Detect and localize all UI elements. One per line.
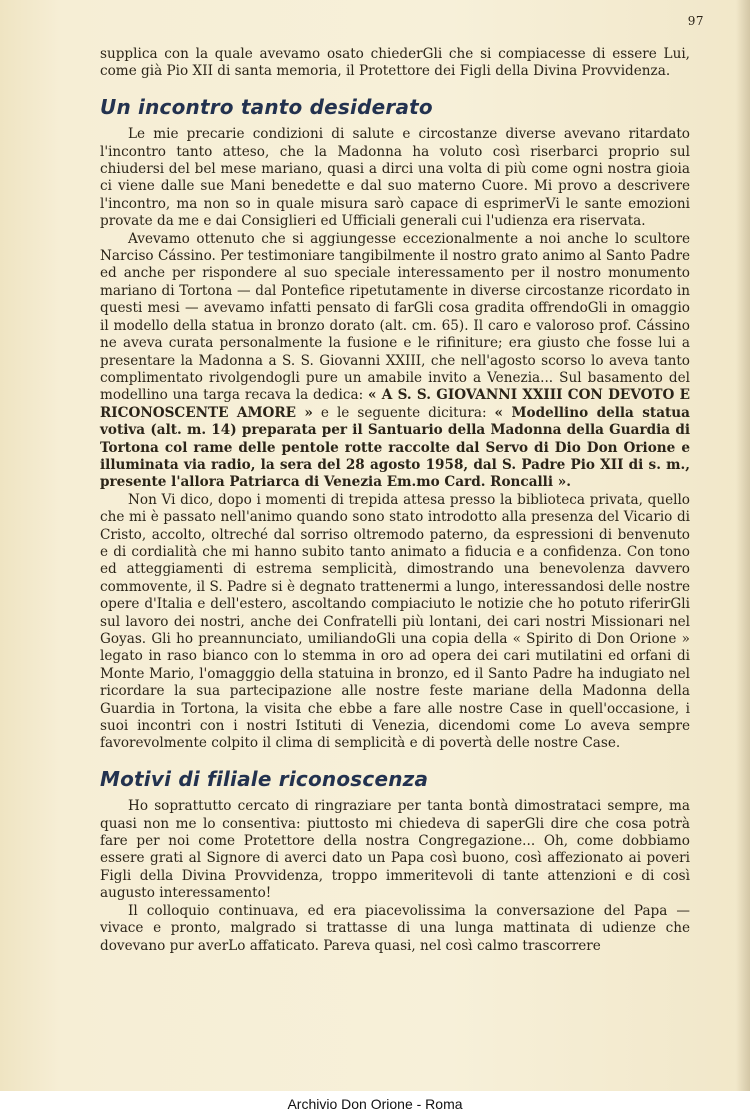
section1-paragraph-2 [100, 231, 690, 492]
page-number: 97 [687, 14, 704, 28]
p2-mid-text: e le seguente dicitura: [312, 404, 495, 421]
article-body [100, 46, 690, 955]
dedication-text: « A S. S. GIOVANNI XXIII CON DEVOTO E RICONOSCENTE AMORE » [100, 387, 691, 421]
intro-paragraph: supplica con la quale avevamo osato chiederGli che si compiacesse di essere Lui, come già Pio XII di santa memoria, il Protettore dei Figli della Divina Provvidenza. [100, 46, 690, 80]
archive-footer: Archivio Don Orione - Roma [0, 1091, 750, 1117]
section1-paragraph-1: Le mie precarie condizioni di salute e circostanze diverse avevano ritardato l'incontro tanto atteso, che la Madonna ha voluto così riserbarci proprio sul chiudersi del bel mese mariano, quasi a dirci una volta di più come ogni nostra gioia ci viene dalle sue Mani benedette e dal suo materno Cuore. Mi provo a descrivere l'incontro, ma non so in quale misura sarò capace di esprimerVi le sante emozioni provate da me e dai Consiglieri ed Ufficiali generali cui l'udienza era riservata. [100, 126, 690, 230]
p2-start-text: Avevamo ottenuto che si aggiungesse eccezionalmente a noi anche lo scultore Narciso Cássino. Per testimoniare tangibilmente il nostro grato animo al Santo Padre ed anche per rispondere al suo speciale interessamento per il nostro monumento mariano di Tortona — dal Pontefice ripetutamente in diverse circostanze ricordato in questi mesi — avevamo infatti pensato di farGli cosa gradita offrendoGli in omaggio il modello della statua in bronzo dorato (alt. cm. 65). Il caro e valoroso prof. Cássino ne aveva curata personalmente la fusione e le rifiniture; era giusto che fosse lui a presentare la Madonna a S. S. Giovanni XXIII, che nell'agosto scorso lo aveva tanto complimentato rivolgendogli pure un amabile invito a Venezia... Sul basamento del modellino una targa recava la dedica: [100, 230, 690, 404]
section1-paragraph-3: Non Vi dico, dopo i momenti di trepida attesa presso la biblioteca privata, quello che mi è passato nell'animo quando sono stato introdotto alla presenza del Vicario di Cristo, accolto, oltreché dal sorriso oltremodo paterno, da espressioni di benvenuto e di cordialità che mi hanno subito tanto animato a fiducia e a confidenza. Con tono ed atteggiamenti di estrema semplicità, dimostrando una benevolenza davvero commovente, il S. Padre si è degnato trattenermi a lungo, interessandosi delle nostre opere d'Italia e dell'estero, ascoltando compiaciuto le notizie che ho potuto riferirGli sul lavoro dei nostri, anche dei Confratelli più lontani, dei cari nostri Missionari nel Goyas. Gli ho preannunciato, umiliandoGli una copia della « Spirito di Don Orione » legato in raso bianco con lo stemma in oro ad opera dei cari mutilatini ed orfani di Monte Mario, l'omagggio della statuina in bronzo, ed il Santo Padre ha indugiato nel ricordare la sua partecipazione alle nostre feste mariane della Madonna della Guardia in Tortona, la visita che ebbe a fare alle nostre Case in quell'occasione, i suoi incontri con i nostri Istituti di Venezia, dicendomi come Lo aveva sempre favorevolmente colpito il clima di semplicità e di povertà delle nostre Case. [100, 491, 690, 752]
section2-paragraph-1: Ho soprattutto cercato di ringraziare per tanta bontà dimostrataci sempre, ma quasi non me lo consentiva: piuttosto mi chiedeva di saperGli dire che cosa potrà fare per noi come Protettore della nostra Congregazione... Oh, come dobbiamo essere grati al Signore di averci dato un Papa così buono, così affezionato ai poveri Figli della Divina Provvidenza, troppo immeritevoli di tante attenzioni e di così augusto interessamento! [100, 798, 690, 902]
section2-paragraph-2: Il colloquio continuava, ed era piacevolissima la conversazione del Papa — vivace e pronto, malgrado si trattasse di una lunga mattinata di udienze che dovevano pur averLo affaticato. Pareva quasi, nel così calmo trascorrere [100, 902, 690, 954]
inscription-text: « Modellino della statua votiva (alt. m. 14) preparata per il Santuario della Madonna della Guardia di Tortona col rame delle pentole rotte raccolte dal Servo di Dio Don Orione e illuminata via radio, la sera del 28 agosto 1958, dal S. Padre Pio XII di s. m., presente l'allora Patriarca di Venezia Em.mo Card. Roncalli ». [100, 404, 690, 491]
section-heading-1: Un incontro tanto desiderato [100, 94, 433, 119]
page-edge-shadow [736, 0, 750, 1117]
section-heading-2: Motivi di filiale riconoscenza [100, 766, 429, 791]
